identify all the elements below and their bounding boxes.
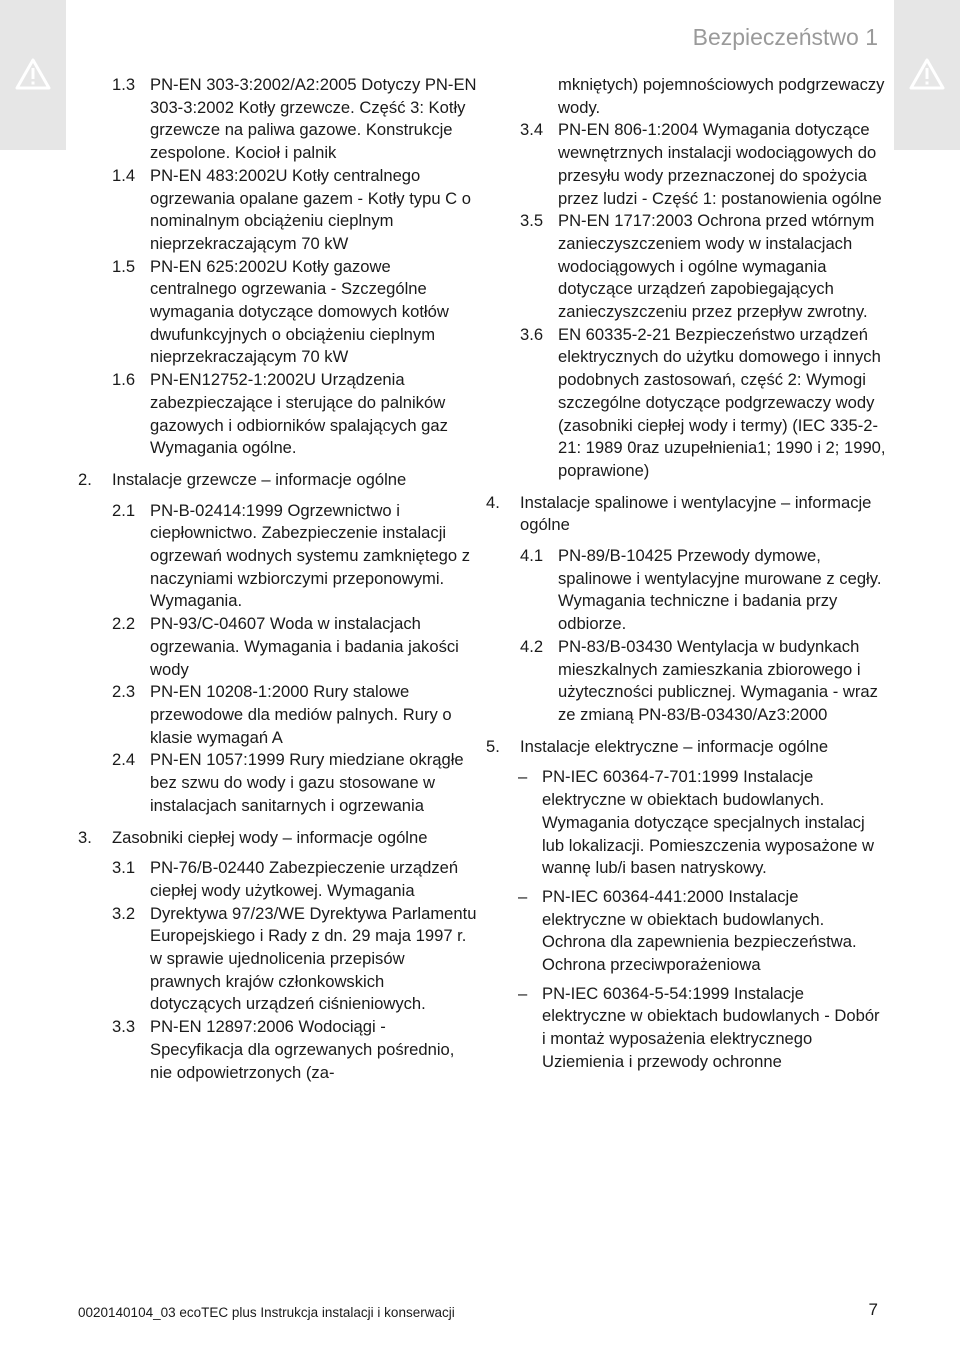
item-text: PN-EN 303-3:2002/A2:2005 Dotyczy PN-EN 303-3:2002 Kotły grzewcze. Część 3: Kotły grzewcze na paliwa gazowe. Konstrukcje zespolone. Kocioł i palnik <box>150 75 477 163</box>
list-item <box>78 681 478 749</box>
list-item <box>78 613 478 681</box>
item-text: PN-EN 12897:2006 Wodociągi - Specyfikacja dla ogrzewanych pośrednio, nie odpowietrzonych (za- <box>150 1017 455 1082</box>
item-number: 4.2 <box>520 636 544 656</box>
item-number: 4.1 <box>520 546 544 566</box>
item-text: PN-IEC 60364-7-701:1999 Instalacje elektryczne w obiektach budowlanych. Wymagania dotyczące specjalnych instalacj lub lokalizacji. Pomieszczenia wyposażone w wannę lub/i basen natryskowy. <box>542 767 875 878</box>
item-text: PN-IEC 60364-5-54:1999 Instalacje elektryczne w obiektach budowlanych - Dobór i montaż wyposażenia elektrycznego Uziemienia i przewody ochronne <box>542 983 880 1071</box>
section-heading <box>78 469 478 492</box>
item-text: PN-EN 806-1:2004 Wymagania dotyczące wewnętrznych instalacji wodociągowych do przesyłu wody przeznaczonej do spożycia przez ludzi - Część 1: postanowienia ogólne <box>558 120 882 208</box>
item-number: 1.3 <box>112 75 136 94</box>
section-title: Instalacje elektryczne – informacje ogólne <box>520 736 829 756</box>
warning-triangle-icon <box>909 58 945 90</box>
item-number: 3.2 <box>112 903 136 923</box>
list-item <box>78 74 478 165</box>
dash-list-item <box>486 886 886 977</box>
list-item <box>78 256 478 370</box>
dash-marker: – <box>518 767 528 787</box>
dash-marker: – <box>518 886 528 906</box>
list-item <box>486 545 886 636</box>
list-item <box>486 119 886 210</box>
item-text: PN-B-02414:1999 Ogrzewnictwo i ciepłownictwo. Zabezpieczenie instalacji ogrzewań wodnych systemu zamkniętego z naczyniami wzbiorczymi przeponowymi. Wymagania. <box>150 500 471 611</box>
item-text: PN-EN12752-1:2002U Urządzenia zabezpieczające i sterujące do palników gazowych i odbiorników spalających gaz Wymagania ogólne. <box>150 370 448 458</box>
section-title: Instalacje grzewcze – informacje ogólne <box>112 469 407 489</box>
item-number: 2.3 <box>112 682 136 702</box>
item-text: PN-76/B-02440 Zabezpieczenie urządzeń ciepłej wody użytkowej. Wymagania <box>150 858 459 900</box>
item-number: 3.6 <box>520 324 544 344</box>
section-heading <box>486 736 886 759</box>
section-number: 5. <box>486 736 500 756</box>
item-number: 2.4 <box>112 750 136 770</box>
item-number: 2.2 <box>112 614 136 634</box>
section-title: Instalacje spalinowe i wentylacyjne – informacje ogólne <box>520 492 872 535</box>
list-item <box>78 903 478 1017</box>
left-column <box>78 74 478 1084</box>
item-text: PN-89/B-10425 Przewody dymowe, spalinowe i wentylacyjne murowane z cegły. Wymagania techniczne i badania przy odbiorze. <box>558 546 882 634</box>
list-item <box>486 210 886 324</box>
item-text: PN-EN 625:2002U Kotły gazowe centralnego ogrzewania - Szczególne wymagania dotyczące domowych kotłów dwufunkcyjnych o obciążeniu cieplnym nieprzekraczającym 70 kW <box>150 256 449 367</box>
section-heading <box>486 492 886 537</box>
list-item <box>486 636 886 727</box>
section-number: 2. <box>78 469 92 489</box>
item-number: 3.4 <box>520 120 544 140</box>
item-number: 3.5 <box>520 211 544 231</box>
item-number: 3.1 <box>112 858 136 878</box>
list-item <box>78 369 478 460</box>
item-text: PN-93/C-04607 Woda w instalacjach ogrzewania. Wymagania i badania jakości wody <box>150 614 459 679</box>
item-number: 2.1 <box>112 500 136 520</box>
list-item <box>78 857 478 902</box>
item-number: 1.5 <box>112 256 136 276</box>
dash-marker: – <box>518 983 528 1003</box>
item-number: 3.3 <box>112 1017 136 1037</box>
item-text: PN-EN 1057:1999 Rury miedziane okrągłe bez szwu do wody i gazu stosowane w instalacjach sanitarnych i ogrzewania <box>150 750 464 815</box>
item-text: PN-EN 10208-1:2000 Rury stalowe przewodowe dla mediów palnych. Rury o klasie wymagań A <box>150 682 452 747</box>
dash-list-item <box>486 766 886 880</box>
item-text: PN-83/B-03430 Wentylacja w budynkach mieszkalnych zamieszkania zbiorowego i użyteczności publicznej. Wymagania - wraz ze zmianą PN-83/B-03430/Az3:2000 <box>558 636 878 724</box>
item-text: PN-EN 483:2002U Kotły centralnego ogrzewania opalane gazem - Kotły typu C o nominalnym obciążeniu cieplnym nieprzekraczającym 70 kW <box>150 165 471 253</box>
item-text: PN-EN 1717:2003 Ochrona przed wtórnym zanieczyszczeniem wody w instalacjach wodociągowych i ogólne wymagania dotyczące urządzeń zapobiegających zanieczyszczeniu przez przepływ zwrotny. <box>558 211 875 322</box>
document-footer: 0020140104_03 ecoTEC plus Instrukcja instalacji i konserwacji <box>78 1305 455 1320</box>
item-number: 1.4 <box>112 165 136 185</box>
section-title: Zasobniki ciepłej wody – informacje ogólne <box>112 827 428 847</box>
right-column <box>486 74 886 1074</box>
item-number: 1.6 <box>112 370 136 390</box>
list-item <box>78 500 478 614</box>
list-item <box>78 1016 478 1084</box>
dash-list-item <box>486 983 886 1074</box>
warning-triangle-icon <box>15 58 51 90</box>
item-text: PN-IEC 60364-441:2000 Instalacje elektryczne w obiektach budowlanych. Ochrona dla zapewnienia bezpieczeństwa. Ochrona przeciwporażeniowa <box>542 886 857 975</box>
section-number: 3. <box>78 827 92 847</box>
page-number: 7 <box>868 1300 878 1319</box>
item-text: Dyrektywa 97/23/WE Dyrektywa Parlamentu Europejskiego i Rady z dn. 29 maja 1997 r. w sprawie ujednolicenia przepisów prawnych krajów członkowskich dotyczących urządzeń ciśnieniowych. <box>150 903 477 1014</box>
list-item <box>78 165 478 256</box>
continued-text: mkniętych) pojemnościowych podgrzewaczy wody. <box>558 75 885 117</box>
section-heading <box>78 827 478 850</box>
item-text: EN 60335-2-21 Bezpieczeństwo urządzeń elektrycznych do użytku domowego i innych podobnych zastosowań, część 2: Wymogi szczególne dotyczące podgrzewaczy wody (zasobniki ciepłej wody i termy) (IEC 335-2-21: 1989 0raz uzupełnienia1; 1990 i 2; 1990, poprawione) <box>558 324 886 480</box>
list-item <box>78 749 478 817</box>
chapter-header: Bezpieczeństwo 1 <box>692 24 878 50</box>
list-item <box>486 324 886 483</box>
section-number: 4. <box>486 492 500 512</box>
